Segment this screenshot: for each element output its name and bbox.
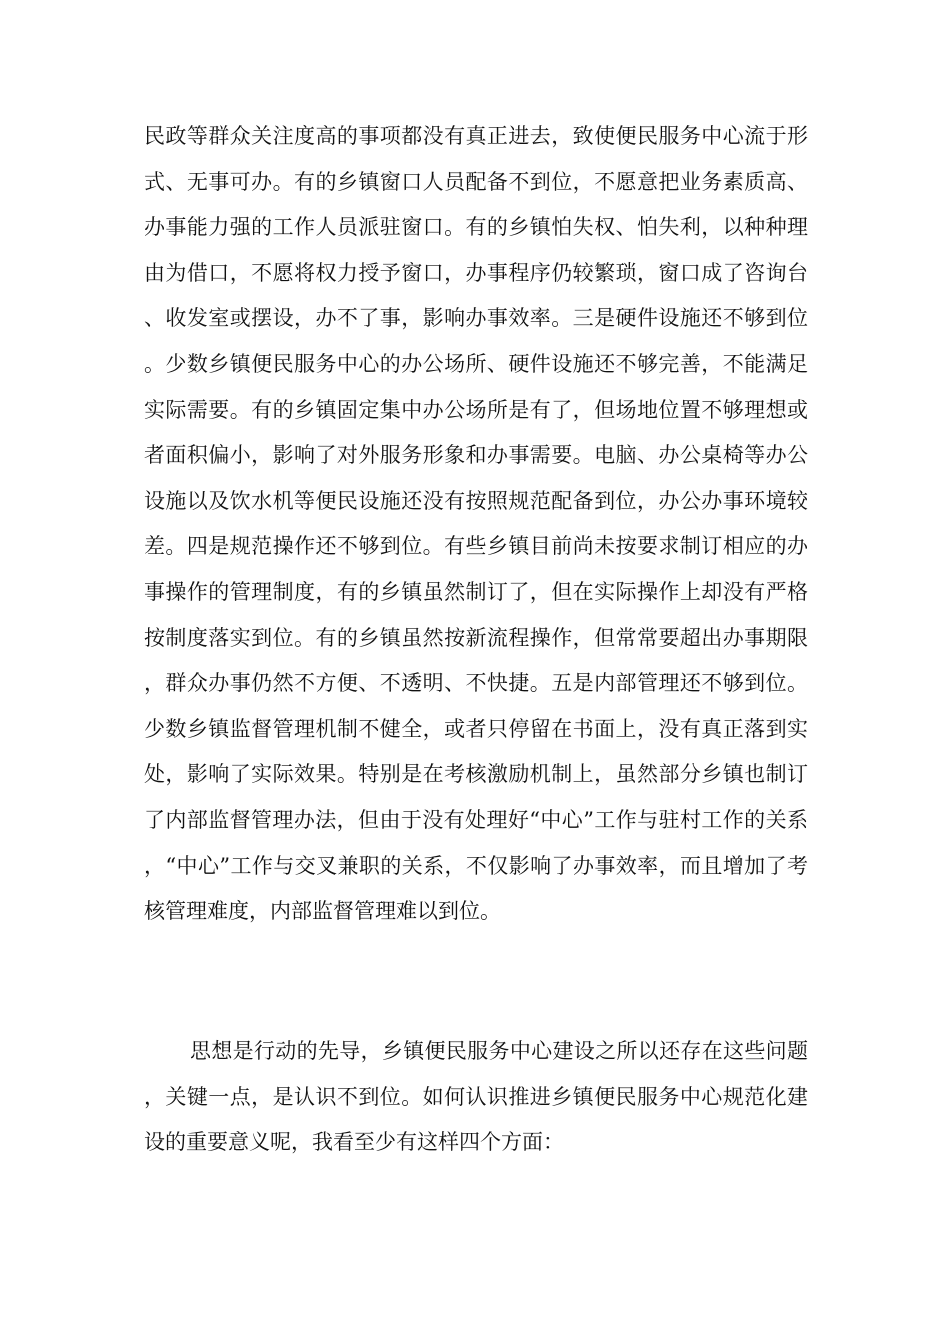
body-paragraph: 民政等群众关注度高的事项都没有真正进去，致使便民服务中心流于形式、无事可办。有的乡镇窗口人员配备不到位，不愿意把业务素质高、办事能力强的工作人员派驻窗口。有的乡镇怕失权、怕失利，以种种理由为借口，不愿将权力授予窗口，办事程序仍较繁琐，窗口成了咨询台、收发室或摆设，办不了事，影响办事效率。三是硬件设施还不够到位。少数乡镇便民服务中心的办公场所、硬件设施还不够完善，不能满足实际需要。有的乡镇固定集中办公场所是有了，但场地位置不够理想或者面积偏小，影响了对外服务形象和办事需要。电脑、办公桌椅等办公设施以及饮水机等便民设施还没有按照规范配备到位，办公办事环境较差。四是规范操作还不够到位。有些乡镇目前尚未按要求制订相应的办事操作的管理制度，有的乡镇虽然制订了，但在实际操作上却没有严格按制度落实到位。有的乡镇虽然按新流程操作，但常常要超出办事期限，群众办事仍然不方便、不透明、不快捷。五是内部管理还不够到位。少数乡镇监督管理机制不健全，或者只停留在书面上，没有真正落到实处，影响了实际效果。特别是在考核激励机制上，虽然部分乡镇也制订了内部监督管理办法，但由于没有处理好“中心”工作与驻村工作的关系，“中心”工作与交叉兼职的关系，不仅影响了办事效率，而且增加了考核管理难度，内部监督管理难以到位。 xyxy=(144,124,808,924)
body-paragraph: 思想是行动的先导，乡镇便民服务中心建设之所以还存在这些问题，关键一点，是认识不到位。如何认识推进乡镇便民服务中心规范化建设的重要意义呢，我看至少有这样四个方面： xyxy=(144,1039,808,1155)
